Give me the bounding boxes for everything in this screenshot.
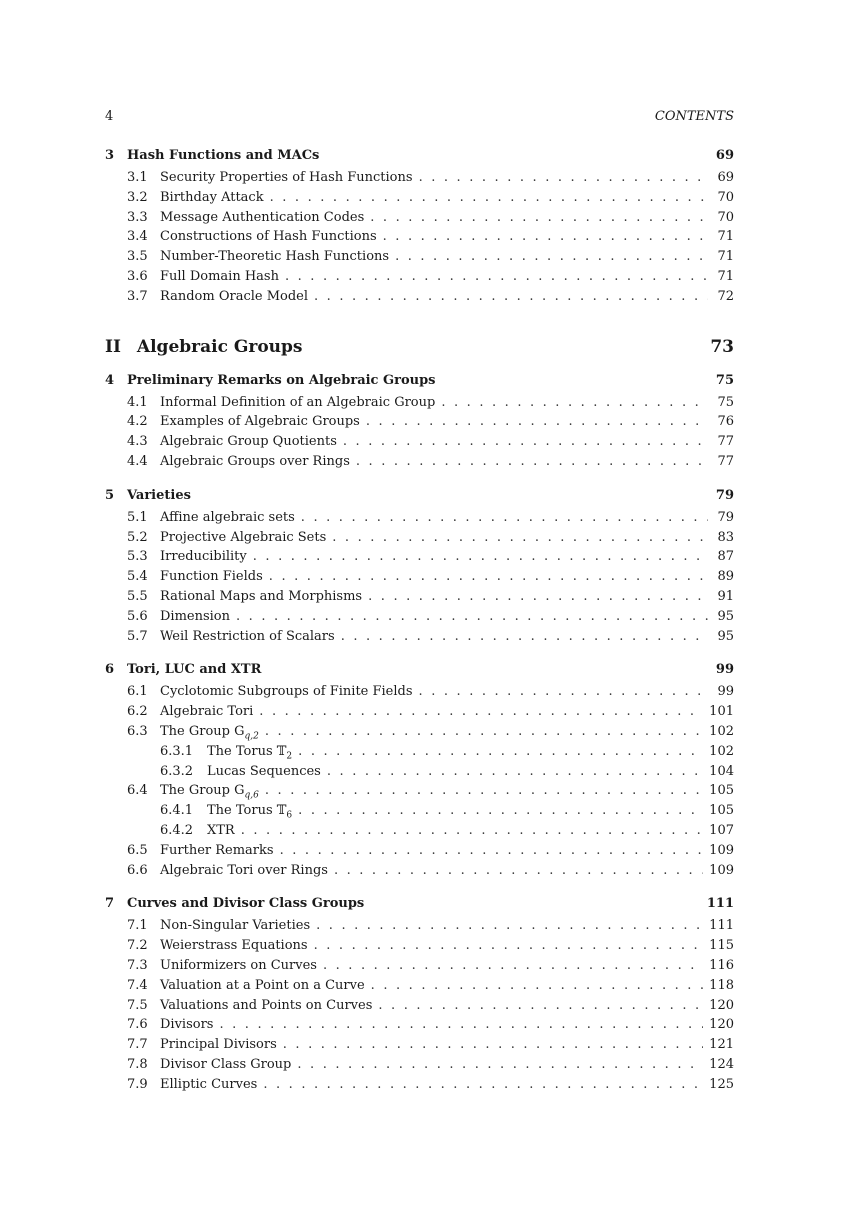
section-number: 4.2 [127,414,148,430]
chapter-page: 79 [715,487,734,503]
section-page: 107 [709,822,734,838]
section-title-text: The Group G [160,723,245,739]
toc-chapter-7[interactable] [105,896,734,916]
section-page: 104 [709,763,734,779]
section-number: 3.1 [127,170,148,185]
toc-entry[interactable] [105,1075,734,1095]
toc-entry[interactable] [105,916,734,936]
dot-leader [236,607,708,627]
toc-entry[interactable] [105,976,734,996]
dot-leader [441,393,708,413]
section-number: 3.7 [127,288,148,304]
section-title: Rational Maps and Morphisms [160,588,363,604]
chapter-number: 5 [105,487,115,503]
toc-entry[interactable] [105,627,734,647]
toc-entry[interactable] [105,452,734,472]
section-title: Non-Singular Varieties [160,918,311,934]
section-title: Full Domain Hash [160,268,279,284]
toc-entry[interactable] [105,702,734,722]
section-number: 6.6 [127,862,148,878]
section-title: Birthday Attack [160,189,264,205]
section-number: 5.5 [127,588,148,604]
dot-leader [334,861,703,881]
dot-leader [298,801,703,821]
toc-entry[interactable] [105,208,734,228]
dot-leader [263,1075,703,1095]
toc-entry[interactable] [105,168,734,188]
toc-entry[interactable] [105,936,734,956]
chapter-page: 75 [715,372,734,388]
section-page: 95 [717,608,734,624]
section-number: 7.7 [127,1037,148,1053]
toc-entry[interactable] [105,267,734,287]
dot-leader [383,227,708,247]
section-title: Valuation at a Point on a Curve [160,977,365,993]
running-title: CONTENTS [654,109,734,124]
chapter-number: 4 [105,372,115,388]
section-number: 7.2 [127,938,148,954]
section-number: 7.1 [127,918,148,934]
subscript: 6 [286,810,293,821]
toc-entry[interactable] [105,508,734,528]
dot-leader [370,208,708,228]
section-number: 5.1 [127,509,148,525]
section-title: XTR [207,822,235,838]
section-page: 102 [709,743,734,759]
section-page: 116 [709,957,734,973]
dot-leader [366,412,708,432]
dot-leader [259,702,703,722]
section-number: 6.3 [127,723,148,739]
toc-entry[interactable] [105,432,734,452]
dot-leader [297,1055,703,1075]
section-number: 5.2 [127,529,148,545]
toc-subentry[interactable] [105,762,734,782]
section-title: Algebraic Groups over Rings [160,453,350,469]
section-number: 3.5 [127,249,148,265]
toc-chapter-3[interactable] [105,148,734,168]
section-page: 91 [717,588,734,604]
section-page: 101 [709,704,734,720]
chapter-title: Tori, LUC and XTR [127,662,262,678]
section-page: 105 [709,783,734,799]
section-number: 6.5 [127,842,148,858]
section-number: 5.4 [127,569,148,585]
dot-leader [341,627,708,647]
part-number: II [105,336,121,357]
section-title: Informal Definition of an Algebraic Group [160,394,436,410]
section-title: Divisors [160,1017,214,1033]
section-page: 87 [717,549,734,565]
dot-leader [283,1035,703,1055]
toc-entry[interactable] [105,227,734,247]
section-page: 105 [709,803,734,819]
toc-entry[interactable] [105,547,734,567]
chapter-title: Varieties [127,487,191,503]
section-title: Principal Divisors [160,1037,277,1053]
section-number: 3.4 [127,229,148,245]
toc-entry[interactable] [105,996,734,1016]
chapter-page: 111 [706,896,734,912]
section-title: Dimension [160,608,231,624]
section-number: 6.1 [127,684,148,700]
section-page: 77 [717,434,734,450]
chapter-3-block [105,148,734,307]
dot-leader [265,722,703,742]
chapter-number: 3 [105,148,115,163]
section-number: 5.3 [127,549,148,565]
subscript: q,6 [244,790,259,801]
section-page: 72 [717,288,734,304]
page-number: 4 [105,109,114,124]
dot-leader [285,267,708,287]
section-title: Valuations and Points on Curves [160,997,373,1013]
dot-leader [371,976,704,996]
section-title: Number-Theoretic Hash Functions [160,249,390,265]
section-title: Constructions of Hash Functions [160,229,377,245]
section-number: 7.8 [127,1056,148,1072]
toc-entry[interactable] [105,528,734,548]
section-page: 120 [709,1017,734,1033]
toc-entry[interactable] [105,682,734,702]
dot-leader [219,1015,703,1035]
section-page: 71 [717,268,734,284]
chapter-number: 6 [105,662,115,678]
section-number: 6.3.2 [160,763,194,779]
section-page: 111 [709,918,734,934]
dot-leader [280,841,704,861]
toc-chapter-6[interactable] [105,662,734,682]
section-number: 6.4 [127,783,148,799]
section-page: 115 [709,938,734,954]
toc-subentry[interactable] [105,742,734,762]
dot-leader [378,996,703,1016]
toc-entry[interactable] [105,587,734,607]
section-title: Cyclotomic Subgroups of Finite Fields [160,684,413,700]
toc-chapter-5[interactable] [105,488,734,508]
section-number: 6.4.2 [160,822,194,838]
section-page: 124 [709,1056,734,1072]
toc-subentry[interactable] [105,801,734,821]
dot-leader [343,432,708,452]
section-number: 7.5 [127,997,148,1013]
part-title: Algebraic Groups [136,336,303,357]
section-page: 71 [717,249,734,265]
dot-leader [265,781,703,801]
toc-subentry[interactable] [105,821,734,841]
section-page: 71 [717,229,734,245]
chapter-page: 69 [715,148,734,163]
dot-leader [419,168,708,188]
chapter-number: 7 [105,896,115,912]
section-number: 4.4 [127,453,148,469]
section-title-text: The Torus 𝕋 [207,743,287,759]
section-page: 70 [717,189,734,205]
section-number: 3.2 [127,189,148,205]
section-title: Algebraic Tori over Rings [160,862,328,878]
chapter-6-block [105,662,734,880]
section-page: 120 [709,997,734,1013]
dot-leader [332,528,708,548]
section-title: Random Oracle Model [160,288,309,304]
section-page: 121 [709,1037,734,1053]
dot-leader [356,452,708,472]
toc-entry[interactable] [105,841,734,861]
dot-leader [395,247,708,267]
toc-entry[interactable] [105,607,734,627]
chapter-7-block [105,896,734,1094]
section-title-text: The Group G [160,783,245,799]
toc-entry[interactable] [105,956,734,976]
toc-part-2[interactable] [105,337,734,363]
section-page: 125 [709,1076,734,1092]
section-number: 6.2 [127,704,148,720]
dot-leader [298,742,703,762]
page-header [105,109,734,127]
chapter-page: 99 [715,662,734,678]
section-page: 75 [717,394,734,410]
toc-entry[interactable] [105,188,734,208]
dot-leader [269,567,708,587]
toc-entry[interactable] [105,393,734,413]
section-page: 109 [709,842,734,858]
section-page: 70 [717,209,734,225]
section-page: 76 [717,414,734,430]
section-title: Security Properties of Hash Functions [160,170,413,185]
chapter-title: Hash Functions and MACs [127,148,320,163]
section-title: Examples of Algebraic Groups [160,414,360,430]
section-title: Weierstrass Equations [160,938,308,954]
section-number: 4.3 [127,434,148,450]
section-title: Function Fields [160,569,263,585]
section-number: 3.6 [127,268,148,284]
section-title: Further Remarks [160,842,274,858]
subscript: 2 [286,751,293,762]
toc-entry[interactable] [105,1055,734,1075]
dot-leader [419,682,708,702]
section-page: 77 [717,453,734,469]
section-title: Algebraic Group Quotients [160,434,337,450]
section-number: 7.4 [127,977,148,993]
toc-chapter-4[interactable] [105,373,734,393]
dot-leader [314,287,708,307]
section-title: Lucas Sequences [207,763,321,779]
toc-entry[interactable] [105,861,734,881]
dot-leader [368,587,708,607]
section-number: 7.3 [127,957,148,973]
section-number: 5.6 [127,608,148,624]
toc-entry[interactable] [105,1015,734,1035]
chapter-title: Curves and Divisor Class Groups [127,896,365,912]
section-number: 4.1 [127,394,148,410]
section-title: Algebraic Tori [160,704,254,720]
toc-entry[interactable] [105,567,734,587]
section-number: 3.3 [127,209,148,225]
chapter-4-block [105,373,734,472]
section-page: 102 [709,723,734,739]
dot-leader [241,821,703,841]
section-number: 6.4.1 [160,803,194,819]
table-of-contents [105,148,734,1110]
section-title: Divisor Class Group [160,1056,292,1072]
section-title: Affine algebraic sets [160,509,295,525]
part-page: 73 [710,336,734,357]
section-title: Uniformizers on Curves [160,957,317,973]
dot-leader [270,188,708,208]
toc-entry[interactable] [105,1035,734,1055]
chapter-5-block [105,488,734,647]
toc-entry[interactable] [105,287,734,307]
section-page: 83 [717,529,734,545]
section-page: 118 [709,977,734,993]
section-title: Projective Algebraic Sets [160,529,327,545]
toc-entry[interactable] [105,247,734,267]
toc-entry[interactable] [105,412,734,432]
dot-leader [327,762,703,782]
dot-leader [316,916,703,936]
dot-leader [314,936,704,956]
section-title: Weil Restriction of Scalars [160,628,335,644]
chapter-title: Preliminary Remarks on Algebraic Groups [127,372,436,388]
section-title: Irreducibility [160,549,247,565]
section-number: 7.9 [127,1076,148,1092]
section-page: 99 [717,684,734,700]
section-page: 89 [717,569,734,585]
section-page: 69 [717,170,734,185]
section-title: Message Authentication Codes [160,209,365,225]
section-title-text: The Torus 𝕋 [207,803,287,819]
section-page: 95 [717,628,734,644]
section-title: Elliptic Curves [160,1076,258,1092]
section-page: 109 [709,862,734,878]
section-number: 6.3.1 [160,743,194,759]
section-page: 79 [717,509,734,525]
toc-entry[interactable] [105,781,734,801]
toc-entry[interactable] [105,722,734,742]
section-number: 5.7 [127,628,148,644]
subscript: q,2 [244,731,259,742]
section-number: 7.6 [127,1017,148,1033]
dot-leader [253,547,708,567]
dot-leader [301,508,708,528]
dot-leader [323,956,703,976]
